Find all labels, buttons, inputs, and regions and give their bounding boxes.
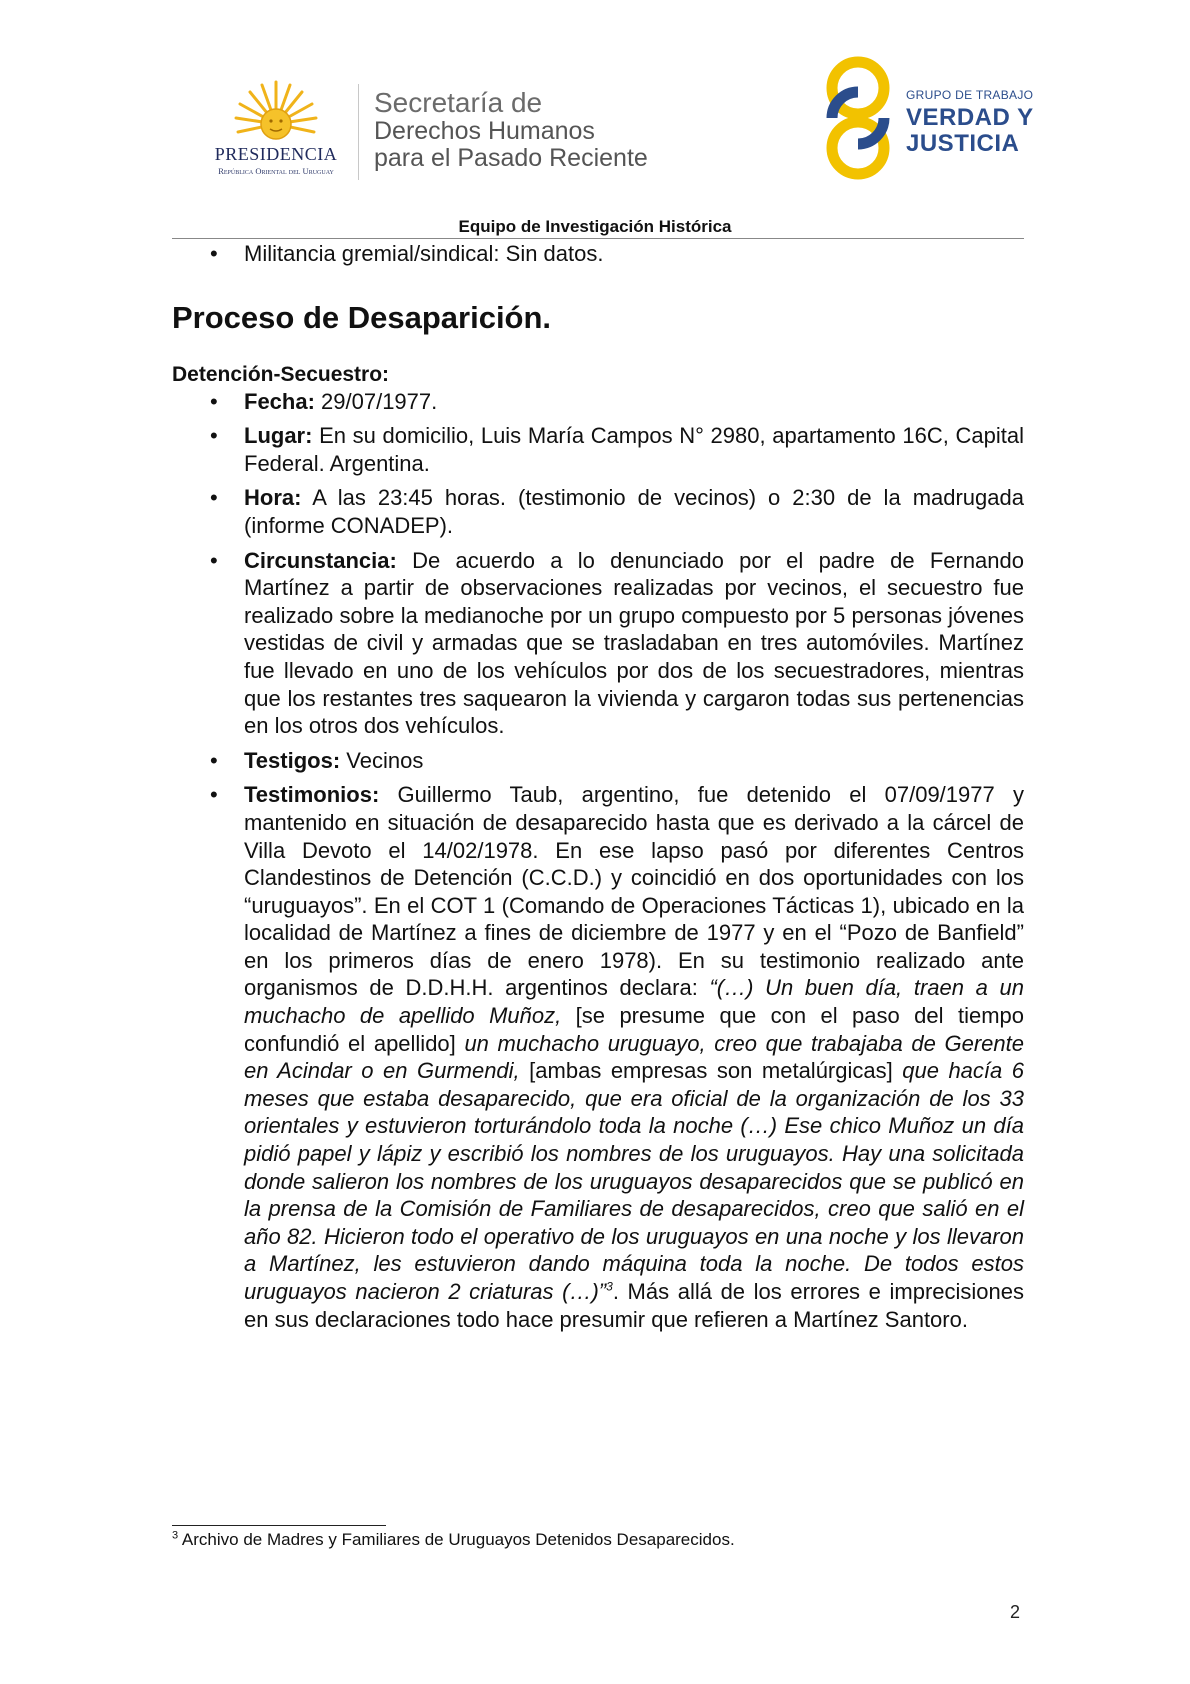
secretaria-line-3: para el Pasado Reciente bbox=[374, 144, 648, 172]
testimonios-text-3: [ambas empresas son metalúrgicas] bbox=[519, 1058, 903, 1084]
bullet-icon: • bbox=[210, 241, 218, 266]
testimonios-label: Testimonios: bbox=[244, 782, 380, 808]
header-divider bbox=[358, 84, 359, 180]
bullet-icon: • bbox=[210, 747, 218, 773]
fecha-value: 29/07/1977. bbox=[314, 388, 438, 414]
testimonios-quote-1: “(…) Un buen día, traen a un muchacho de apellido Muñoz, bbox=[244, 975, 1024, 1029]
bullet-icon: • bbox=[210, 388, 218, 414]
testimonios-text-4: . Más allá de los errores e imprecisiones en sus declaraciones todo hace presumir que refieren a Martínez Santoro. bbox=[244, 1279, 1025, 1332]
list-item-testigos bbox=[172, 747, 1024, 775]
presidencia-subtitle: República Oriental del Uruguay bbox=[218, 166, 334, 176]
subsection-title: Detención-Secuestro: bbox=[172, 362, 390, 386]
list-item-hora bbox=[172, 484, 1024, 539]
secretaria-line-2: Derechos Humanos bbox=[374, 117, 595, 145]
circunstancia-label: Circunstancia: bbox=[244, 547, 397, 573]
equipo-heading: Equipo de Investigación Histórica bbox=[458, 217, 732, 236]
grupo-title-line-1: VERDAD Y bbox=[906, 104, 1034, 131]
footnote-reference[interactable]: 3 bbox=[606, 1279, 613, 1294]
footnote bbox=[172, 1530, 735, 1550]
bullet-icon: • bbox=[210, 547, 218, 573]
testigos-label: Testigos: bbox=[244, 747, 341, 773]
lugar-value: En su domicilio, Luis María Campos N° 2980, apartamento 16C, Capital Federal. Argentina. bbox=[244, 423, 1024, 476]
presidencia-logo bbox=[196, 80, 356, 180]
list-item-lugar bbox=[172, 422, 1024, 477]
grupo-verdad-justicia-logo bbox=[820, 56, 1040, 180]
header-rule bbox=[172, 238, 1024, 239]
hora-value: A las 23:45 horas. (testimonio de vecinos) o 2:30 de la madrugada (informe CONADEP). bbox=[244, 485, 1024, 538]
circunstancia-value: De acuerdo a lo denunciado por el padre de Fernando Martínez a partir de observaciones realizadas por vecinos, el secuestro fue realizado sobre la medianoche por un grupo compuesto por 5 personas jóvenes vestidas de civil y armadas que se trasladaban en tres automóviles. Martínez fue llevado en uno de los vehículos por dos de los secuestradores, mientras que los restantes tres saquearon la vivienda y cargaron todas sus pertenencias en los otros dos vehículos. bbox=[244, 547, 1024, 739]
testimonios-text-2: [se presume que con el paso del tiempo confundió el apellido] bbox=[244, 1003, 1024, 1056]
section-title: Proceso de Desaparición. bbox=[172, 299, 552, 335]
bullet-icon: • bbox=[210, 782, 218, 808]
footnote-text: Archivo de Madres y Familiares de Uruguayos Detenidos Desaparecidos. bbox=[178, 1530, 735, 1549]
testimonios-quote-2: un muchacho uruguayo, creo que trabajaba de Gerente en Acindar o en Gurmendi, bbox=[244, 1030, 1024, 1084]
page-content bbox=[172, 240, 1024, 1340]
detention-list bbox=[172, 388, 1024, 1334]
sun-icon bbox=[234, 80, 318, 150]
grupo-title-line-2: JUSTICIA bbox=[906, 130, 1020, 157]
previous-list bbox=[172, 240, 1024, 268]
presidencia-name: PRESIDENCIA bbox=[214, 144, 338, 164]
list-item-testimonios bbox=[172, 781, 1024, 1333]
testigos-value: Vecinos bbox=[340, 747, 424, 773]
testimonios-text-1: Guillermo Taub, argentino, fue detenido el 07/09/1977 y mantenido en situación de desaparecido hasta que es derivado a la cárcel de Villa Devoto el 14/02/1978. En ese lapso pasó por diferentes Centros Clandestinos de Detención (C.C.D.) y coincidió en dos oportunidades con los “uruguayos”. En el COT 1 (Comando de Operaciones Tácticas 1), ubicado en la localidad de Martínez a fines de diciembre de 1977 y en el “Pozo de Banfield” en los primeros días de enero 1978). En su testimonio realizado ante organismos de D.D.H.H. argentinos declara: bbox=[244, 782, 1024, 1001]
militancia-text: Militancia gremial/sindical: Sin datos. bbox=[244, 241, 604, 266]
lugar-label: Lugar: bbox=[244, 423, 313, 449]
bullet-icon: • bbox=[210, 423, 218, 449]
grupo-small-text: GRUPO DE TRABAJO bbox=[906, 88, 1034, 102]
secretaria-line-1: Secretaría de bbox=[374, 87, 543, 118]
secretaria-logo bbox=[374, 88, 648, 172]
fecha-label: Fecha: bbox=[244, 388, 315, 414]
list-item-circunstancia bbox=[172, 547, 1024, 740]
list-item-militancia bbox=[172, 240, 1024, 268]
testimonios-quote-3: que hacía 6 meses que estaba desaparecido, que era oficial de la organización de los 33 orientales y estuvieron torturándolo toda la noche (…) Ese chico Muñoz un día pidió papel y lápiz y escribió los nombres de los uruguayos. Hay una solicitada donde salieron los nombres de los uruguayos desaparecidos que se publicó en la prensa de la Comisión de Familiares de desaparecidos, creo que salió en el año 82. Hicieron todo el operativo de los uruguayos en una noche y los llevaron a Martínez, les estuvieron dando máquina toda la noche. De todos estos uruguayos nacieron 2 criaturas (…)” bbox=[244, 1058, 1024, 1304]
footnote-rule bbox=[172, 1525, 386, 1526]
bullet-icon: • bbox=[210, 485, 218, 511]
page-number: 2 bbox=[1010, 1602, 1021, 1622]
linked-rings-icon bbox=[820, 56, 896, 180]
list-item-fecha bbox=[172, 388, 1024, 416]
hora-label: Hora: bbox=[244, 485, 302, 511]
page-header bbox=[0, 0, 1190, 236]
footnote-number: 3 bbox=[172, 1529, 179, 1542]
